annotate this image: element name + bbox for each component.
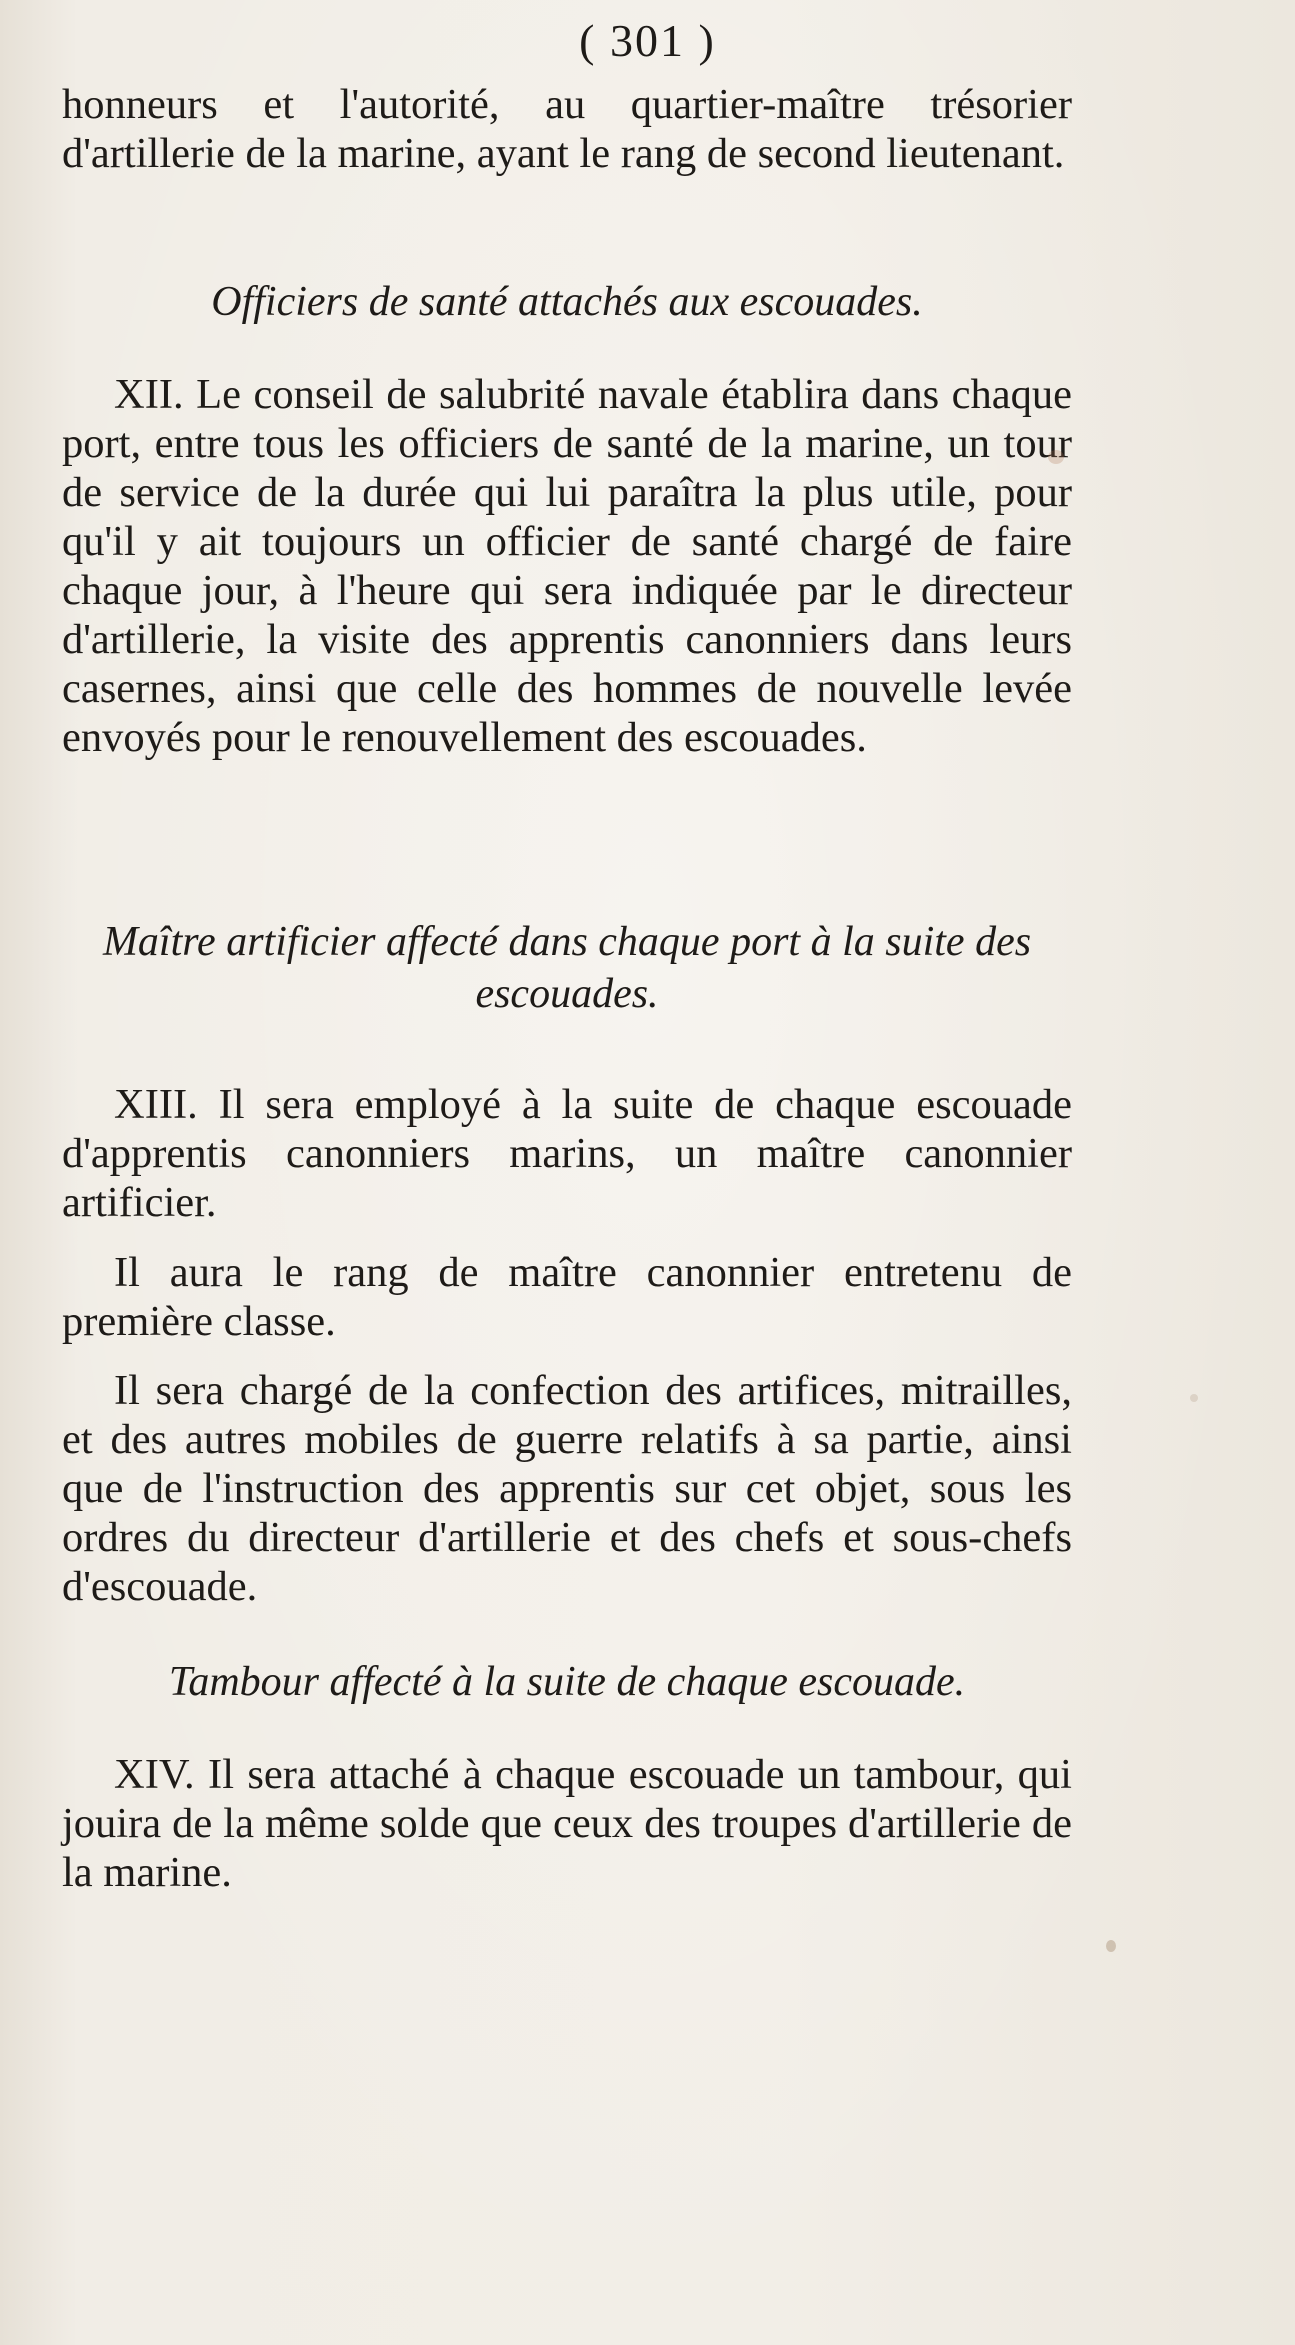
article-xiii-rank-wrap xyxy=(62,1248,1072,1346)
paper-stain xyxy=(1048,450,1064,464)
page-text xyxy=(62,80,1072,178)
article-xiii-duties: Il sera chargé de la confection des artifices, mitrailles, et des autres mobiles de guerre relatifs à sa partie, ainsi que de l'instruction des apprentis sur cet objet, sous les ordres du directeur d'artillerie et des chefs et sous-chefs d'escouade. xyxy=(62,1367,1072,1610)
article-xiv: XIV. Il sera attaché à chaque escouade un tambour, qui jouira de la même solde que ceux des troupes d'artillerie de la marine. xyxy=(62,1751,1072,1896)
paragraph-continuation: honneurs et l'autorité, au quartier-maître trésorier d'artillerie de la marine, ayant le rang de second lieutenant. xyxy=(62,81,1072,177)
article-xiv-wrap xyxy=(62,1750,1072,1897)
article-xiii-wrap xyxy=(62,1080,1072,1227)
article-xiii-rank: Il aura le rang de maître canonnier entretenu de première classe. xyxy=(62,1249,1072,1345)
paper-stain xyxy=(1106,1940,1116,1952)
article-xiii: XIII. Il sera employé à la suite de chaque escouade d'apprentis canonniers marins, un maître canonnier artificier. xyxy=(62,1081,1072,1226)
article-xiii-duties-wrap xyxy=(62,1366,1072,1611)
section-heading-master-artificer: Maître artificier affecté dans chaque port à la suite des escouades. xyxy=(102,919,1032,1017)
page-number: ( 301 ) xyxy=(579,15,716,66)
article-xii: XII. Le conseil de salubrité navale établira dans chaque port, entre tous les officiers de santé de la marine, un tour de service de la durée qui lui paraîtra la plus utile, pour qu'il y ait toujours un officier de santé chargé de faire chaque jour, à l'heure qui sera indiquée par le directeur d'artillerie, la visite des apprentis canonniers dans leurs casernes, ainsi que celle des hommes de nouvelle levée envoyés pour le renouvellement des escouades. xyxy=(62,371,1072,761)
article-xii-wrap xyxy=(62,370,1072,762)
section-heading-health-officers: Officiers de santé attachés aux escouades. xyxy=(211,279,923,325)
section-heading-master-artificer-wrap xyxy=(62,916,1072,1020)
section-heading-drummer: Tambour affecté à la suite de chaque escouade. xyxy=(168,1659,966,1705)
paper-stain xyxy=(1190,1394,1198,1402)
section-heading-health-officers-wrap xyxy=(62,276,1072,328)
section-heading-drummer-wrap xyxy=(62,1656,1072,1708)
